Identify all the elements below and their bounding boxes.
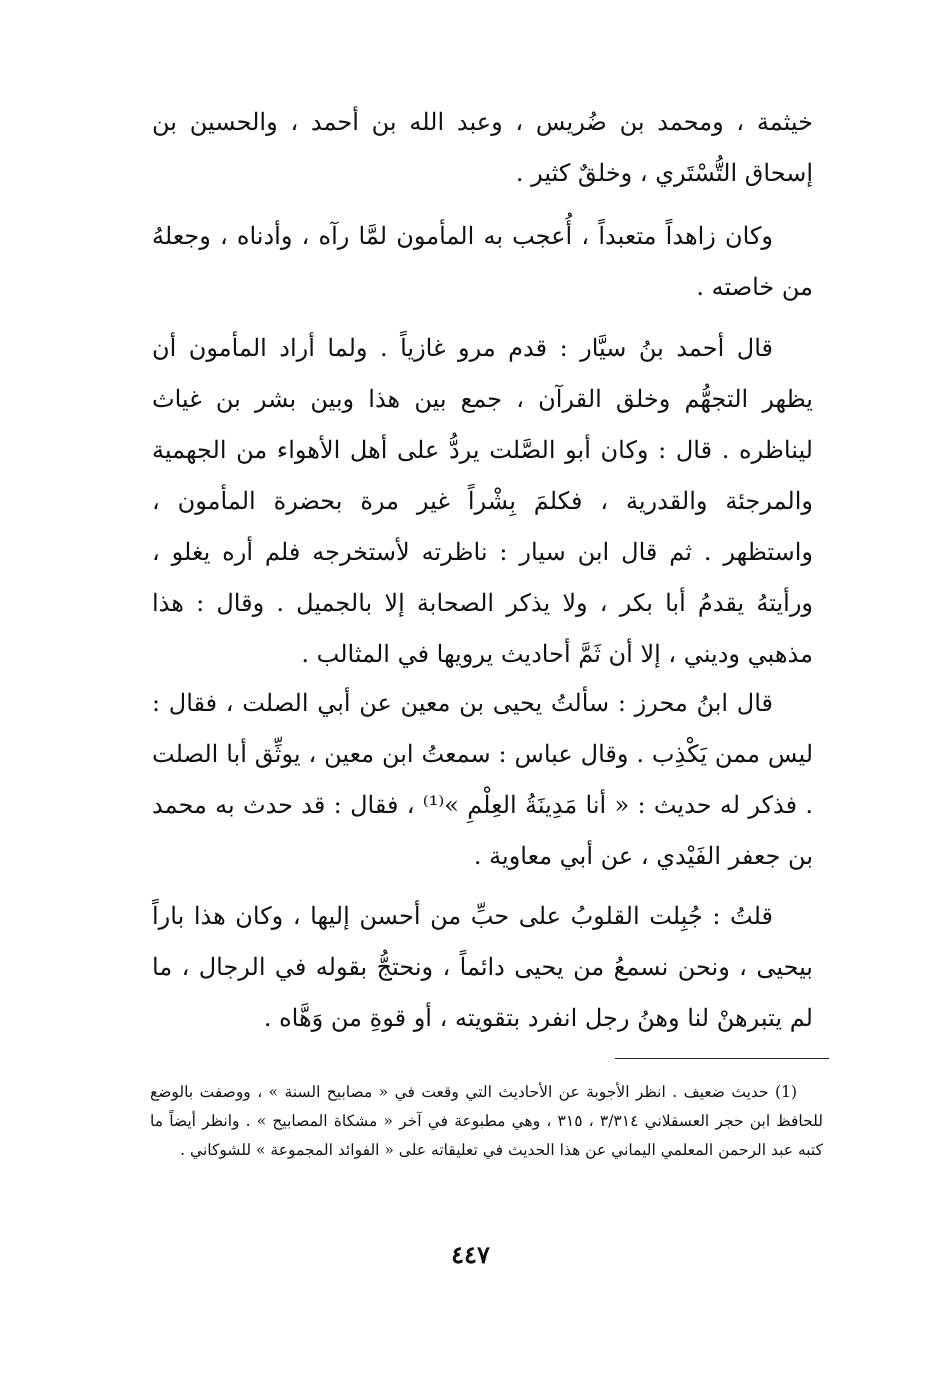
footnote-divider bbox=[615, 1058, 829, 1059]
paragraph-1: خيثمة ، ومحمد بن ضُريس ، وعبد الله بن أحمد ، والحسين بن إسحاق التُّسْتَري ، وخلقٌ كثير . bbox=[152, 108, 813, 187]
page-number: ٤٤٧ bbox=[451, 1240, 490, 1269]
paragraph-5: قلتُ : جُبِلت القلوبُ على حبِّ من أحسن إليها ، وكان هذا باراً بيحيى ، ونحن نسمعُ من يحيى دائماً ، ونحتجُّ بقوله في الرجال ، ما لم يتبرهنْ لنا وهنُ رجل انفرد بتقويته ، أو قوةِ من وَهَّاه . bbox=[152, 902, 813, 1032]
paragraph-2: وكان زاهداً متعبداً ، أُعجب به المأمون لمَّا رآه ، وأدناه ، وجعلهُ من خاصته . bbox=[152, 222, 813, 301]
paragraph-3-block bbox=[152, 323, 813, 680]
paragraph-1-block bbox=[152, 97, 813, 199]
paragraph-3: قال أحمد بنُ سيَّار : قدم مرو غازياً . ولما أراد المأمون أن يظهر التجهُّم وخلق القرآن ، جمع بين هذا وبين بشر بن غياث ليناظره . قال : وكان أبو الصَّلت يردُّ على أهل الأهواء من الجهمية والمرجئة والقدرية ، فكلمَ بِشْراً غير مرة بحضرة المأمون ، واستظهر . ثم قال ابن سيار : ناظرته لأستخرجه فلم أره يغلو ، ورأيتهُ يقدمُ أبا بكر ، ولا يذكر الصحابة إلا بالجميل . وقال : هذا مذهبي وديني ، إلا أن ثَمَّ أحاديث يرويها في المثالب . bbox=[152, 334, 813, 668]
paragraph-2-block bbox=[152, 211, 813, 313]
paragraph-5-block bbox=[152, 891, 813, 1044]
footnote-1: (1) حديث ضعيف . انظر الأجوبة عن الأحاديث التي وقعت في « مصابيح السنة » ، ووصفت بالوضع للحافظ ابن حجر العسقلاني ٣/٣١٤ ، ٣١٥ ، وهي مطبوعة في آخر « مشكاة المصابيح » . وانظر أيضاً ما كتبه عبد الرحمن المعلمي اليماني عن هذا الحديث في تعليقاته على « الفوائد المجموعة » للشوكاني . bbox=[150, 1083, 823, 1159]
paragraph-4: قال ابنُ محرز : سألتُ يحيى بن معين عن أبي الصلت ، فقال : ليس ممن يَكْذِب . وقال عباس : سمعتُ ابن معين ، يوثِّق أبا الصلت . فذكر له حديث : « أنا مَدِينَةُ العِلْمِ »⁽¹⁾ ، فقال : قد حدث به محمد بن جعفر الفَيْدي ، عن أبي معاوية . bbox=[152, 689, 813, 870]
paragraph-4-block bbox=[152, 678, 813, 882]
